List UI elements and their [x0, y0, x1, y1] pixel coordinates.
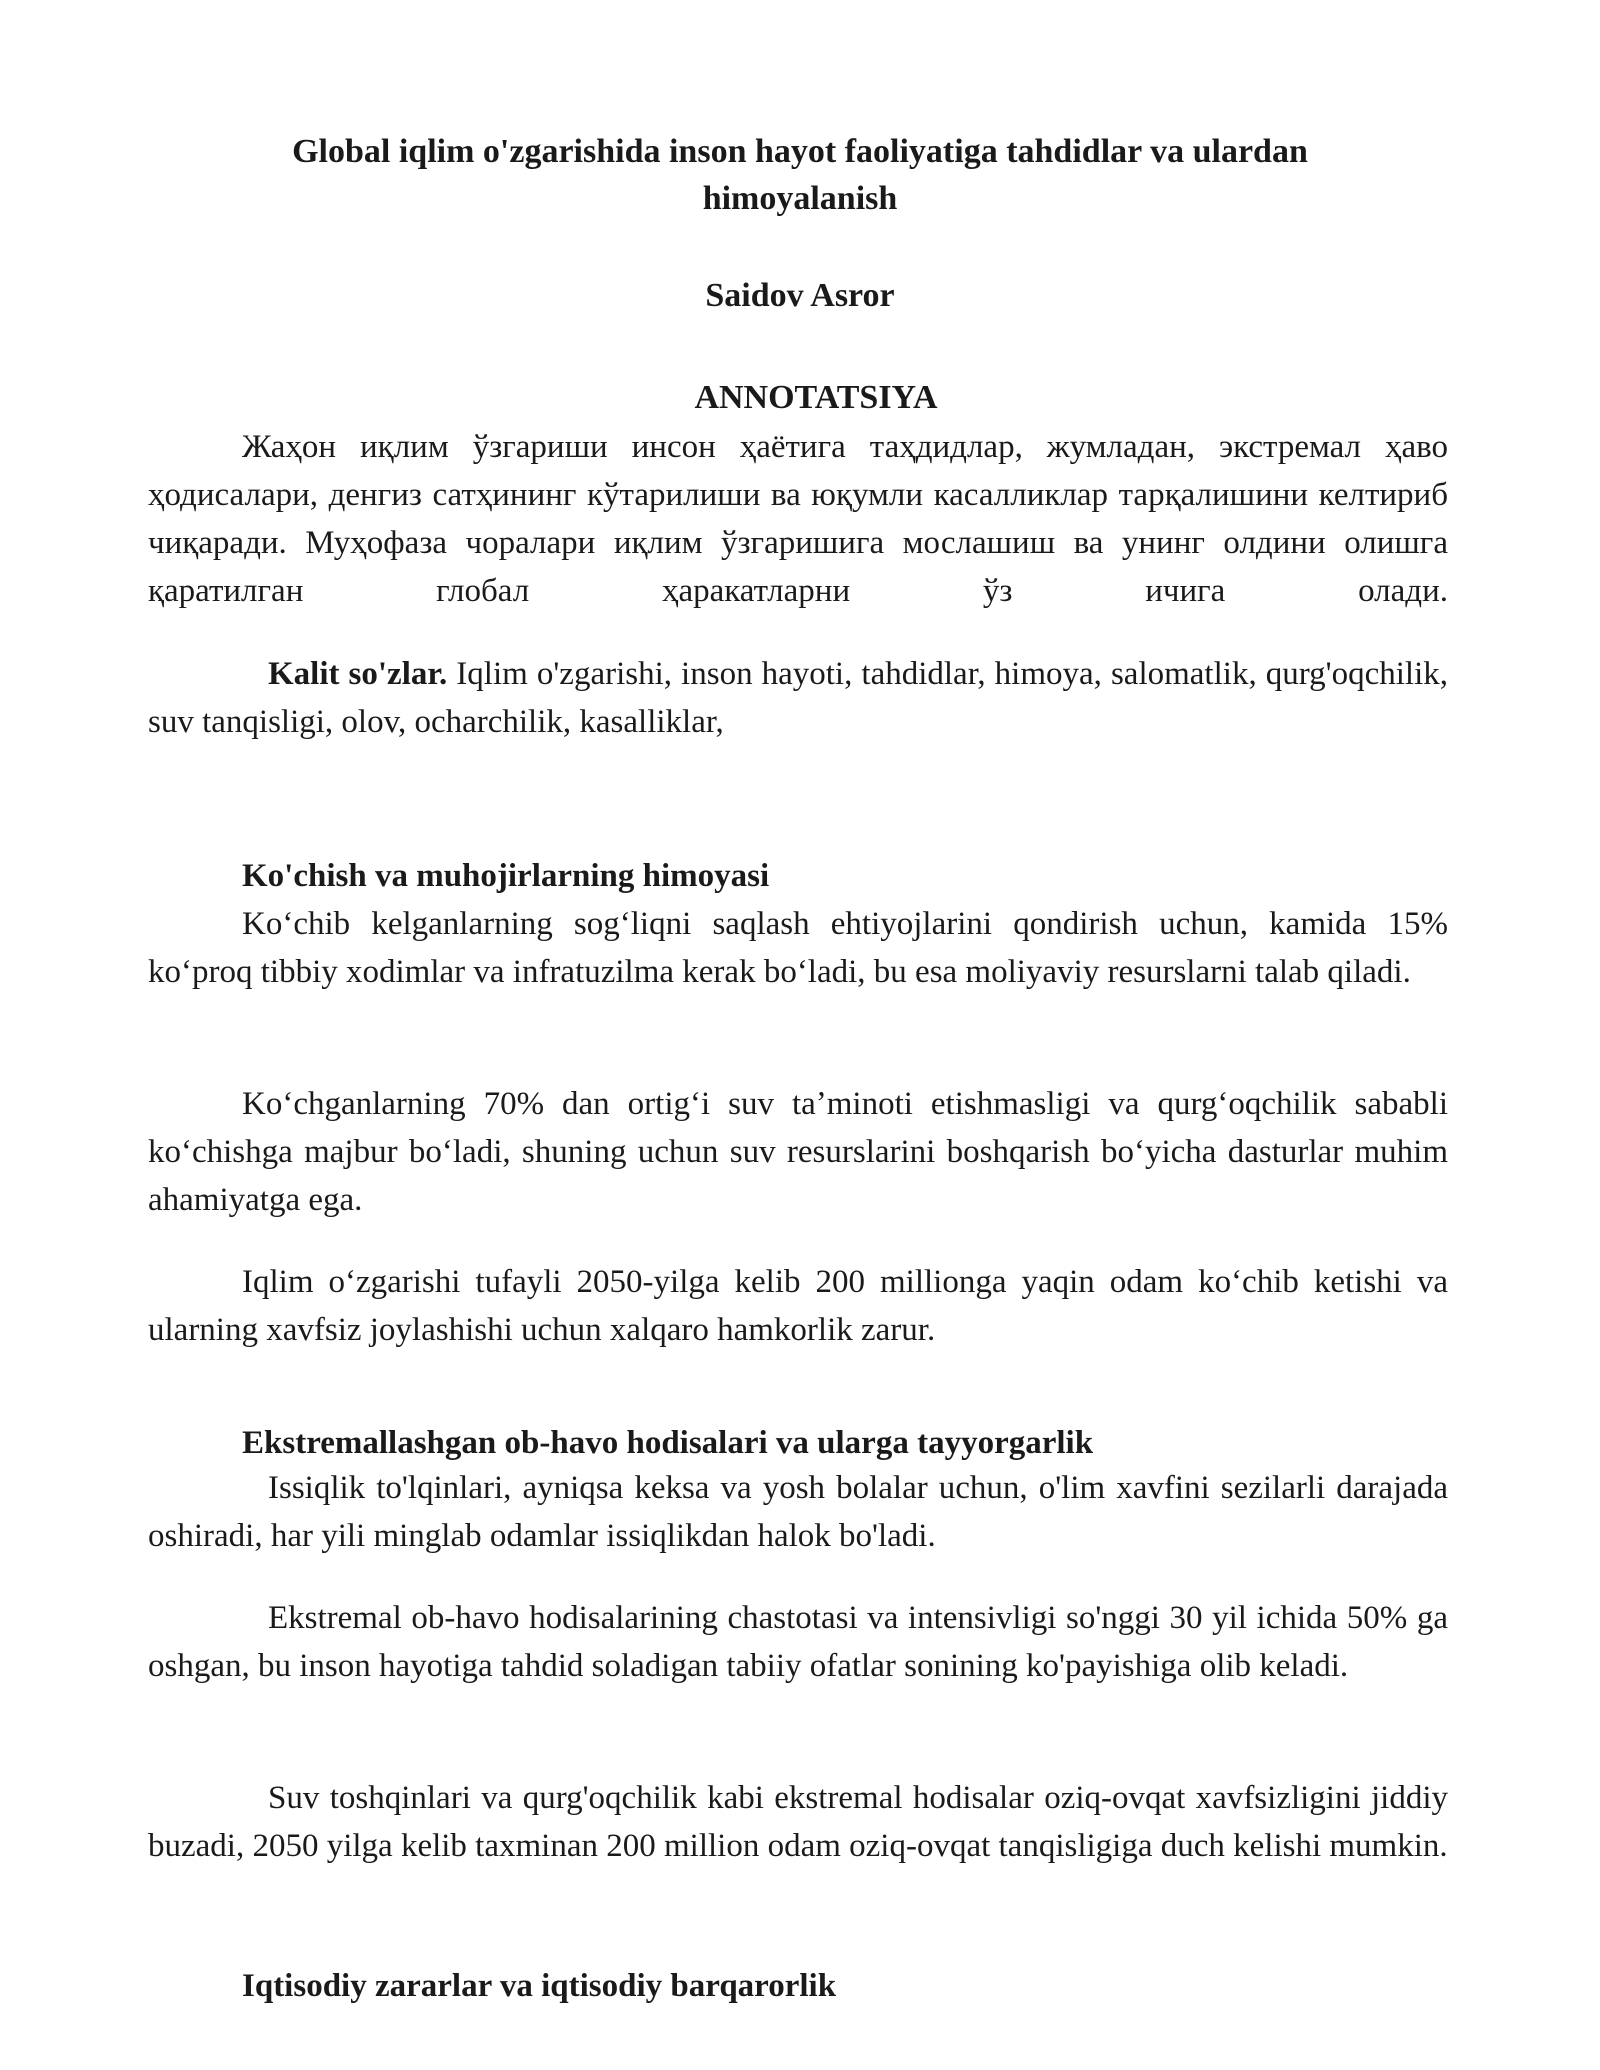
annotation-text: Жаҳон иқлим ўзгариши инсон ҳаётига таҳдидлар, жумладан, экстремал ҳаво ҳодисалари, денгиз сатҳининг кўтарилиши ва юқумли касалликлар тарқалишини келтириб чиқаради. Муҳофаза чоралари иқлим ўзгаришига мослашиш ва унинг олдини олишга қаратилган глобал ҳаракатларни ўз ичига олади.	[148, 429, 1448, 609]
author-name: Saidov Asror	[705, 277, 895, 314]
section-paragraph: Iqlim oʻzgarishi tufayli 2050-yilga kelib 200 millionga yaqin odam koʻchib ketishi va ularning xavfsiz joylashishi uchun xalqaro hamkorlik zarur.	[148, 1264, 1448, 1348]
section-paragraph: Koʻchib kelganlarning sogʻliqni saqlash ehtiyojlarini qondirish uchun, kamida 15% koʻproq tibbiy xodimlar va infratuzilma kerak boʻladi, bu esa moliyaviy resurslarni talab qiladi.	[148, 906, 1448, 990]
section-heading-economic: Iqtisodiy zararlar va iqtisodiy barqarorlik	[242, 1968, 837, 2004]
section-paragraph: Suv toshqinlari va qurg'oqchilik kabi ekstremal hodisalar oziq-ovqat xavfsizligini jiddiy buzadi, 2050 yilga kelib taxminan 200 million odam oziq-ovqat tanqisligiga duch kelishi mumkin.	[148, 1780, 1448, 1864]
keywords-text: Iqlim o'zgarishi, inson hayoti, tahdidlar, himoya, salomatlik, qurg'oqchilik, suv tanqisligi, olov, ocharchilik, kasalliklar,	[148, 656, 1448, 740]
keywords-paragraph	[148, 650, 1448, 746]
section-paragraph: Issiqlik to'lqinlari, ayniqsa keksa va yosh bolalar uchun, o'lim xavfini sezilarli darajada oshiradi, har yili minglab odamlar issiqlikdan halok bo'ladi.	[148, 1470, 1448, 1554]
section-paragraph: Koʻchganlarning 70% dan ortigʻi suv taʼminoti etishmasligi va qurgʻoqchilik sababli koʻchishga majbur boʻladi, shuning uchun suv resurslarini boshqarish boʻyicha dasturlar muhim ahamiyatga ega.	[148, 1086, 1448, 1218]
document-title: Global iqlim o'zgarishida inson hayot faoliyatiga tahdidlar va ulardan himoyalanish	[292, 133, 1308, 217]
annotation-heading: ANNOTATSIYA	[694, 379, 938, 416]
keywords-label: Kalit so'zlar.	[268, 656, 448, 692]
section-paragraph: Ekstremal ob-havo hodisalarining chastotasi va intensivligi so'nggi 30 yil ichida 50% ga oshgan, bu inson hayotiga tahdid soladigan tabiiy ofatlar sonining ko'payishiga olib keladi.	[148, 1600, 1448, 1684]
section-heading-migration: Ko'chish va muhojirlarning himoyasi	[242, 858, 770, 894]
section-heading-extreme-weather: Ekstremallashgan ob-havo hodisalari va ularga tayyorgarlik	[242, 1425, 1094, 1461]
